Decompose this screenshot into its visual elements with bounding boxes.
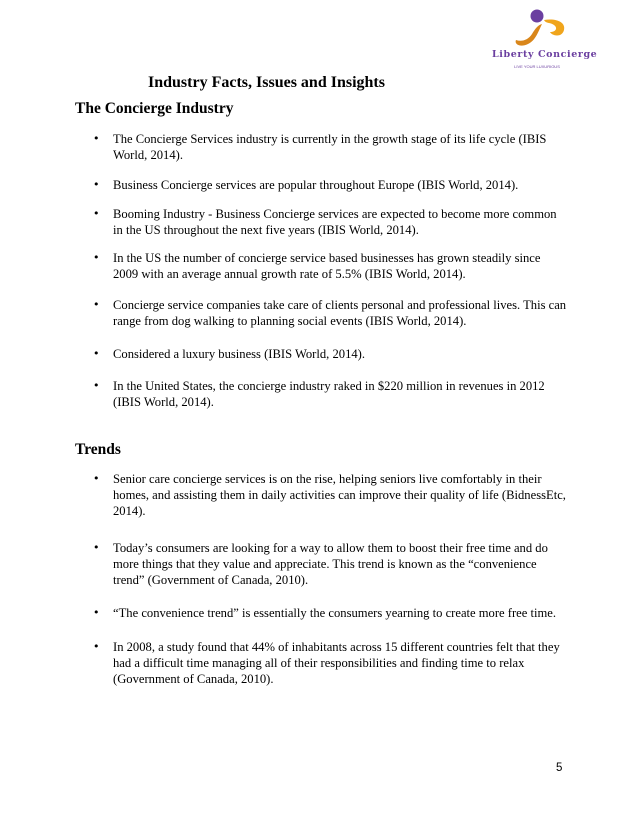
list-item <box>93 297 568 329</box>
logo-tagline: LIVE YOUR LUXURIOUS <box>514 64 560 69</box>
list-item <box>93 540 568 588</box>
logo-name: Liberty Concierge <box>492 49 598 60</box>
bullet-icon: • <box>93 132 100 145</box>
list-item <box>93 206 568 238</box>
company-logo <box>492 8 598 74</box>
list-item <box>93 177 568 193</box>
list-item-text: Booming Industry - Business Concierge services are expected to become more common in the US throughout the next five years (IBIS World, 2014). <box>113 207 557 237</box>
logo-gold-swirl-right <box>544 19 564 35</box>
list-item-text: Business Concierge services are popular throughout Europe (IBIS World, 2014). <box>113 178 519 192</box>
list-item <box>93 346 568 362</box>
logo-purple-dot <box>531 10 544 23</box>
bullet-icon: • <box>93 178 100 191</box>
list-item <box>93 131 568 163</box>
logo-mark-icon <box>492 8 582 50</box>
page-title: Industry Facts, Issues and Insights <box>148 74 385 91</box>
list-item-text: Concierge service companies take care of clients personal and professional lives. This can range from dog walking to planning social events (IBIS World, 2014). <box>113 298 567 328</box>
section-heading-trends: Trends <box>75 441 121 458</box>
list-item-text: Today’s consumers are looking for a way to allow them to boost their free time and do more things that they value and appreciate. This trend is known as the “convenience trend” (Government of Canada, 2010). <box>113 541 548 587</box>
list-item-text: In 2008, a study found that 44% of inhabitants across 15 different countries felt that they had a difficult time managing all of their responsibilities and finding time to relax (Government of Canada, 2010). <box>113 640 560 686</box>
section-heading-concierge-industry: The Concierge Industry <box>75 100 234 117</box>
logo-gold-swirl-left <box>516 24 542 46</box>
list-item <box>93 378 568 410</box>
bullet-icon: • <box>93 379 100 392</box>
bullet-icon: • <box>93 472 100 485</box>
bullet-icon: • <box>93 207 100 220</box>
list-item-text: “The convenience trend” is essentially the consumers yearning to create more free time. <box>113 606 557 620</box>
list-item-text: In the US the number of concierge service based businesses has grown steadily since 2009 with an average annual growth rate of 5.5% (IBIS World, 2014). <box>113 251 541 281</box>
list-item-text: Considered a luxury business (IBIS World, 2014). <box>113 347 366 361</box>
list-item-text: Senior care concierge services is on the rise, helping seniors live comfortably in their homes, and assisting them in daily activities can improve their quality of life (BidnessEtc, 2014). <box>113 472 566 518</box>
list-item-text: In the United States, the concierge industry raked in $220 million in revenues in 2012 (IBIS World, 2014). <box>113 379 545 409</box>
page-number: 5 <box>556 762 563 774</box>
list-item-text: The Concierge Services industry is currently in the growth stage of its life cycle (IBIS World, 2014). <box>113 132 547 162</box>
bullet-icon: • <box>93 541 100 554</box>
bullet-icon: • <box>93 251 100 264</box>
list-item <box>93 250 568 282</box>
bullet-icon: • <box>93 347 100 360</box>
list-item <box>93 471 568 519</box>
bullet-icon: • <box>93 640 100 653</box>
bullet-icon: • <box>93 298 100 311</box>
list-item <box>93 639 568 687</box>
bullet-icon: • <box>93 606 100 619</box>
list-item <box>93 605 568 621</box>
